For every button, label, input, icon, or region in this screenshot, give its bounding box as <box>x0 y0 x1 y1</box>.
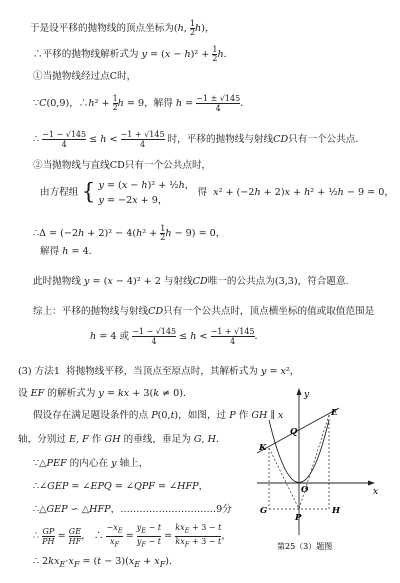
y-axis-arrow <box>297 388 302 395</box>
label-g: G <box>260 506 268 516</box>
line-11: 综上：平移的抛物线与射线CD只有一个公共点时，顶点横坐标的值或取值范围是 <box>33 306 375 317</box>
x-axis-arrow <box>368 481 375 486</box>
label-e: E <box>331 408 338 418</box>
line-18: ∴∠GEP = ∠EPQ = ∠QPF = ∠HFP， <box>33 481 209 492</box>
label-q: Q <box>290 427 298 437</box>
line-9: 解得 h = 4． <box>40 246 99 257</box>
line-5: ∴ −1 − √145 4 ≤ h < −1 + √145 4 时，平移的抛物线与射线CD只有一个公共点． <box>33 130 365 149</box>
line-4: ∵C(0,9)，∴h² + 1 2 h = 9，解得 h = −1 ± √145 4 ． <box>33 94 250 113</box>
line-12: h = 4 或 −1 − √145 4 ≤ h < −1 + √145 4 ． <box>90 327 265 346</box>
line-1: 于是设平移的抛物线的顶点坐标为(h, 1 2 h)， <box>30 19 215 37</box>
line-19: ∴△GEP ∽ △HFP，…………………………9分 <box>33 504 232 515</box>
line-10: 此时抛物线 y = (x − 4)² + 2 与射线CD唯一的公共点为(3,3)，符合题意． <box>33 276 356 287</box>
label-h: H <box>332 506 341 516</box>
line-14: 设 EF 的解析式为 y = kx + 3(k ≠ 0)． <box>18 388 193 399</box>
segment-ep <box>269 448 299 509</box>
line-7: 由方程组 { y = (x − h)² + ½h， y = −2x + 9， 得 x² + (−2h + 2)x + h² + ½h − 9 = 0， <box>40 180 394 206</box>
line-20: ∴ $\frac{GP}{PH}$ = $\frac{GE}{HF}$ ， ∴ $-x_E$ $x_F$ = $y_E - t$ $y_F - t$ = $kx_E + 3 - t$ $kx_F + 3 - t$ ， <box>33 523 231 549</box>
line-3: ①当抛物线经过点C时， <box>33 71 137 82</box>
geometry-figure <box>255 385 400 555</box>
label-y: y <box>304 390 310 400</box>
line-16: 轴，分别过 E, F 作 GH 的垂线，垂足为 G, H． <box>18 434 226 445</box>
figure-caption: 第25（3）题图 <box>277 542 333 551</box>
line-2: ∴平移的抛物线解析式为 y = (x − h)² + 1 2 h． <box>33 45 234 63</box>
line-13: (3) 方法1 将抛物线平移，当顶点至原点时，其解析式为 y = x²， <box>18 366 300 377</box>
label-o: O <box>301 485 309 495</box>
label-p: P <box>295 513 302 523</box>
label-x: x <box>373 487 379 497</box>
line-8: ∴Δ = (−2h + 2)² − 4(h² + 1 2 h − 9) = 0， <box>33 224 226 242</box>
line-15: 假设存在满足题设条件的点 P(0,t)，如图，过 P 作 GH ∥ x <box>33 410 284 421</box>
label-k: K <box>259 443 267 453</box>
line-17: ∵△PEF 的内心在 y 轴上， <box>33 458 149 469</box>
line-6: ②当抛物线与直线CD只有一个公共点时， <box>33 160 212 171</box>
line-21: ∴ $2kx_E\cdot x_F = (t - 3)(x_E + x_F)$． <box>33 556 179 569</box>
